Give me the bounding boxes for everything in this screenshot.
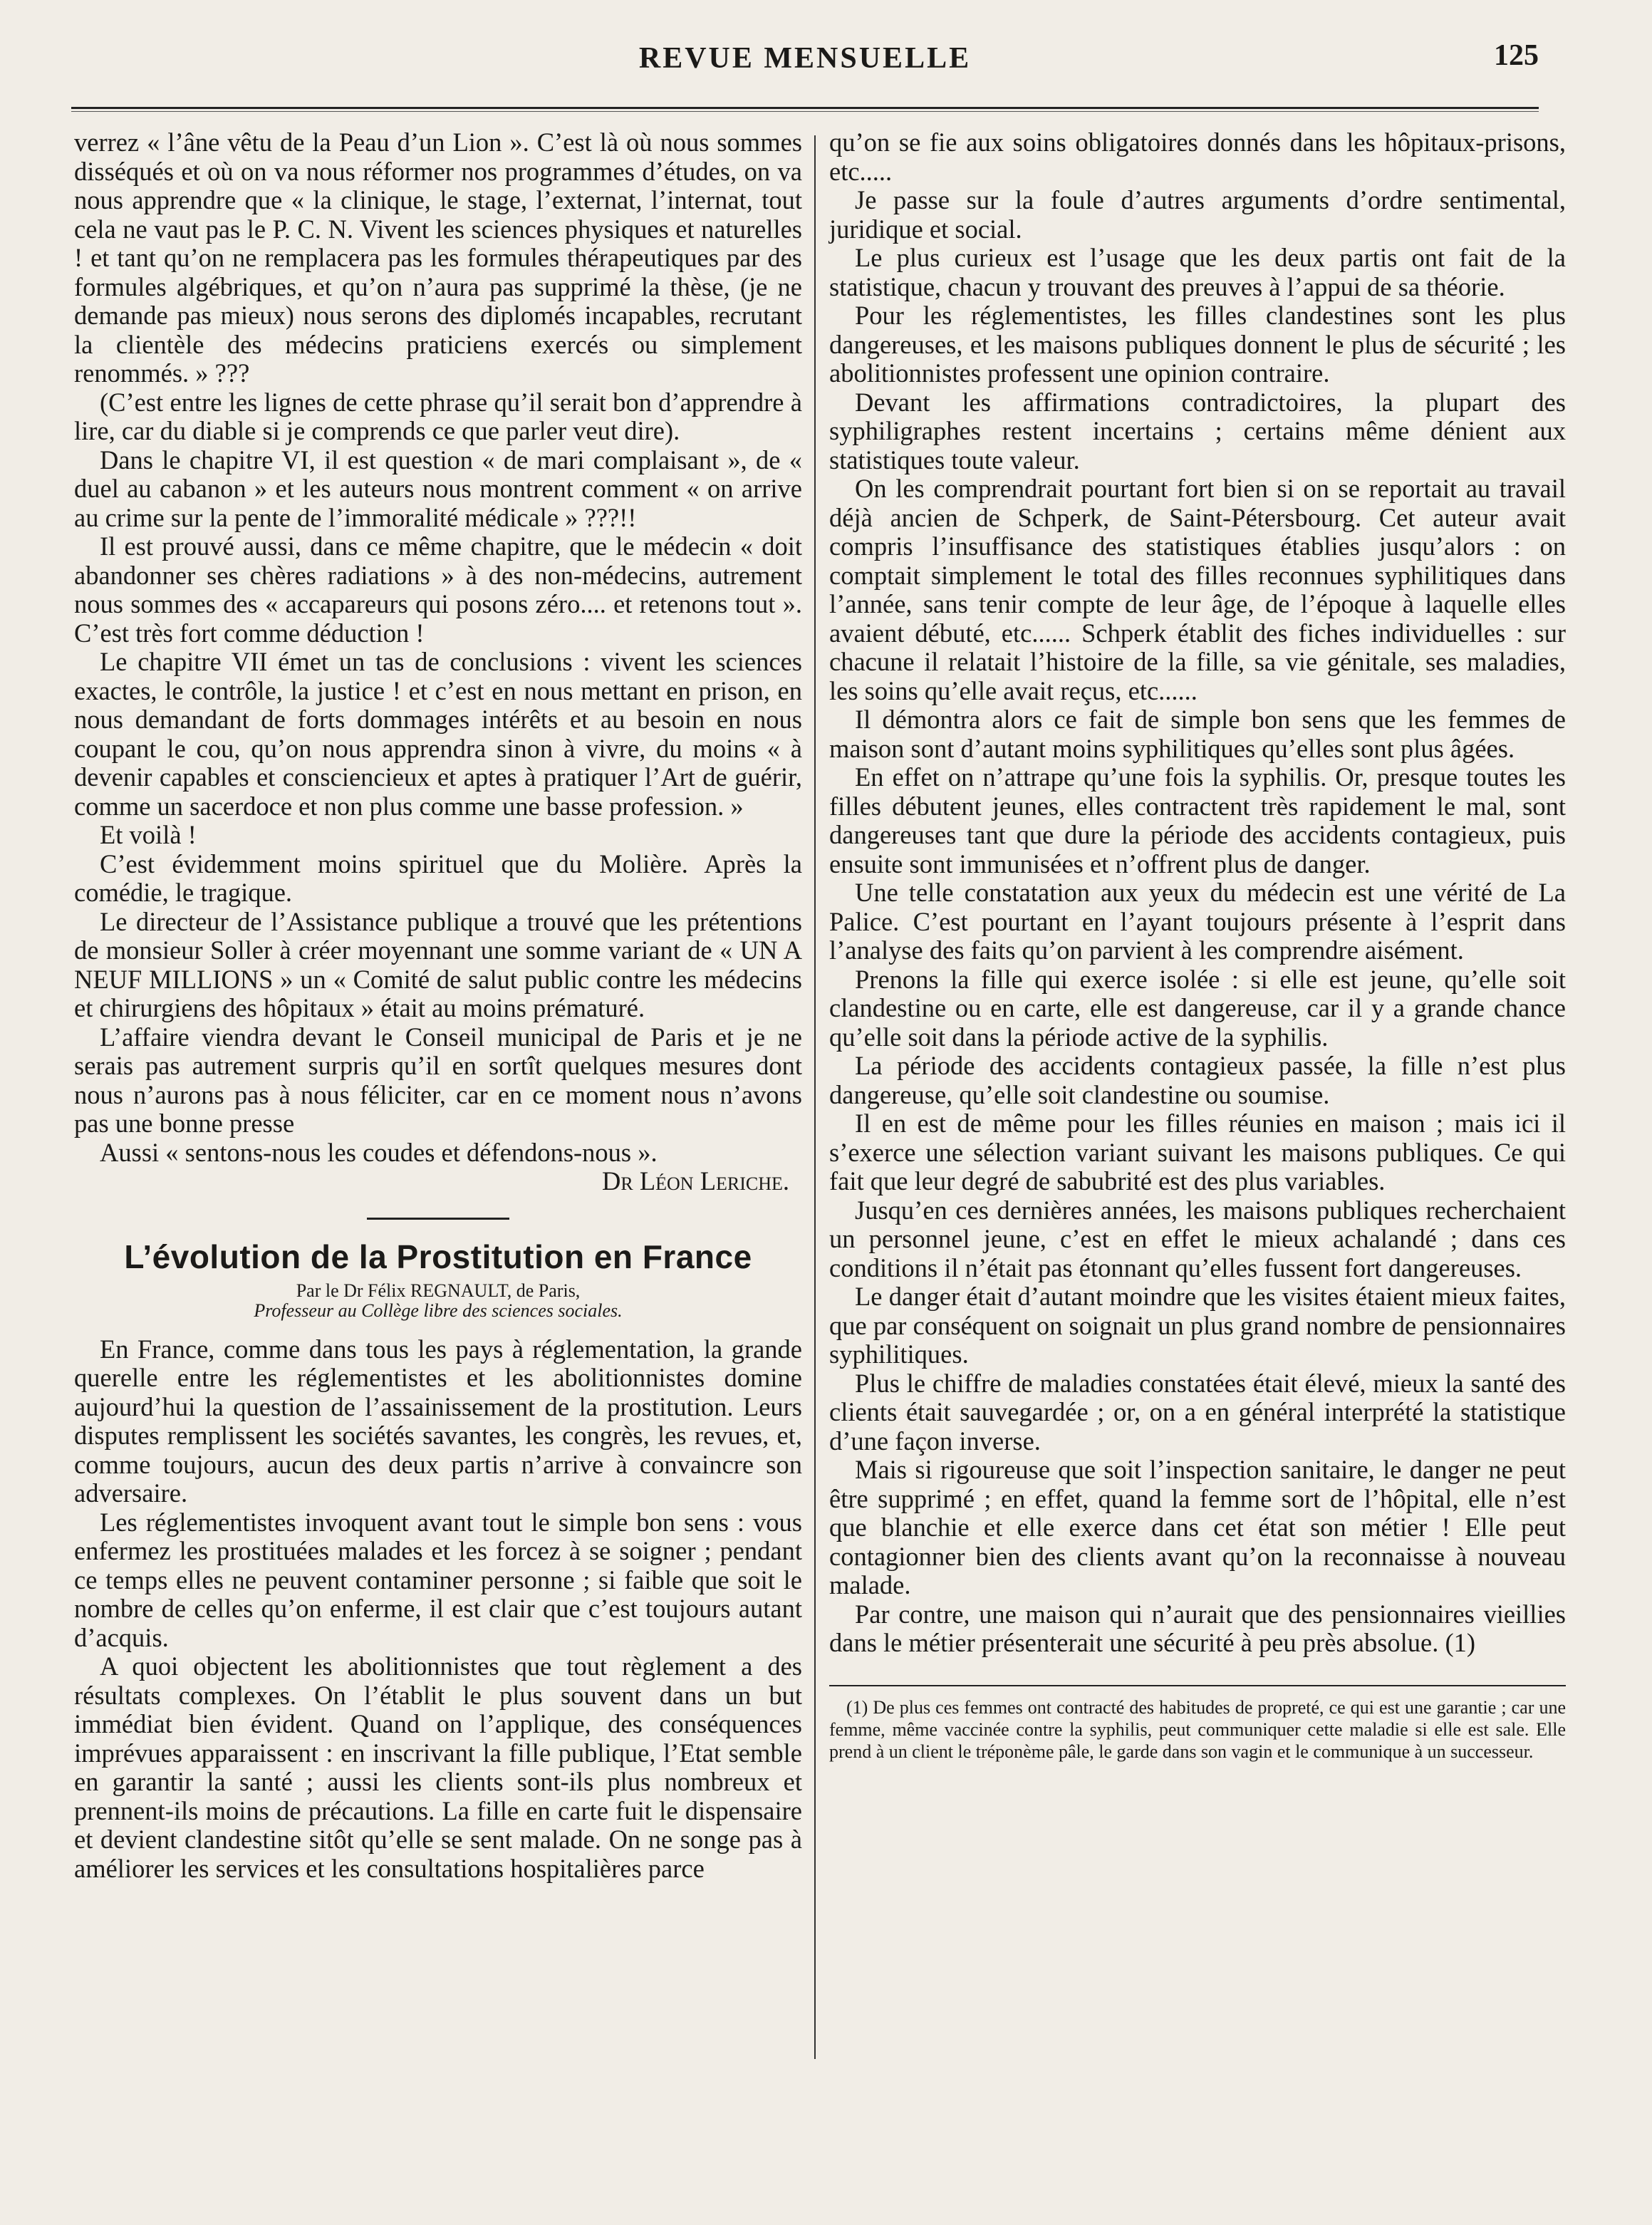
- paragraph: C’est évidemment moins spirituel que du Molière. Après la comédie, le tragique.: [74, 849, 802, 907]
- column-divider: [814, 135, 816, 2059]
- byline: [74, 1281, 802, 1321]
- paragraph: Il est prouvé aussi, dans ce même chapitre, que le médecin « doit abandonner ses chères radiations » à des non-médecins, autrement nous sommes des « accapareurs qui posons zéro.... et retenons tout ». C’est très fort comme déduction !: [74, 531, 802, 648]
- byline-author: Par le Dr Félix REGNAULT, de Paris,: [296, 1280, 581, 1301]
- left-column: [74, 128, 802, 1883]
- paragraph: Et voilà !: [100, 820, 197, 849]
- paragraph: En France, comme dans tous les pays à réglementation, la grande querelle entre les réglementistes et les abolitionnistes domine aujourd’hui la question de l’assainissement de la prostitution. Leurs disputes remplissent les sociétés savantes, les congrès, les revues, et, comme toujours, aucun des deux partis n’arrive à convaincre son adversaire.: [74, 1334, 802, 1508]
- header-rule: [71, 107, 1539, 112]
- paragraph: Plus le chiffre de maladies constatées était élevé, mieux la santé des clients était sauvegardée ; or, on a en général interprété la statistique d’une façon inverse.: [829, 1368, 1566, 1456]
- paragraph: Je passe sur la foule d’autres arguments d’ordre sentimental, juridique et social.: [829, 185, 1566, 244]
- paragraph: L’affaire viendra devant le Conseil municipal de Paris et je ne serais pas autrement surpris qu’il en sortît quelques mesures dont nous n’aurons pas à nous féliciter, car en ce moment nous n’avons pas une bonne presse: [74, 1022, 802, 1138]
- paragraph: Le danger était d’autant moindre que les visites étaient mieux faites, que par conséquent on soignait un plus grand nombre de pensionnaires syphilitiques.: [829, 1282, 1566, 1369]
- footnote-rule: [829, 1685, 1566, 1686]
- paragraph: On les comprendrait pourtant fort bien si on se reportait au travail déjà ancien de Schperk, de Saint-Pétersbourg. Cet auteur avait compris l’insuffisance des statistiques établies jusqu’alors : on comptait simplement le total des filles reconnues syphilitiques dans l’année, sans tenir compte de leur âge, de l’époque à laquelle elles avaient débuté, etc...... Schperk établit des fiches individuelles : sur chacune il relatait l’histoire de la fille, sa vie génitale, ses maladies, les soins qu’elle avait reçus, etc......: [829, 474, 1566, 705]
- paragraph: Par contre, une maison qui n’aurait que des pensionnaires vieillies dans le métier présenterait une sécurité à peu près absolue. (1): [829, 1599, 1566, 1657]
- paragraph: Mais si rigoureuse que soit l’inspection sanitaire, le danger ne peut être supprimé ; en effet, quand la femme sort de l’hôpital, elle n’est que blanchie et elle exerce dans cet état son métier ! Elle peut contagionner bien des clients avant qu’on la reconnaisse à nouveau malade.: [829, 1455, 1566, 1599]
- paragraph: En effet on n’attrape qu’une fois la syphilis. Or, presque toutes les filles débutent jeunes, elles contractent très rapidement le mal, sont dangereuses tant que dure la période des accidents contagieux, puis ensuite sont immunisées et n’offrent plus de danger.: [829, 762, 1566, 878]
- paragraph: Dans le chapitre VI, il est question « de mari complaisant », de « duel au cabanon » et les auteurs nous montrent comment « on arrive au crime sur la pente de l’immoralité médicale » ???!!: [74, 445, 802, 532]
- article-title: L’évolution de la Prostitution en France: [124, 1238, 752, 1275]
- author-signature: Dr Léon Leriche.: [602, 1166, 789, 1196]
- page-header: [71, 36, 1539, 85]
- right-column: [829, 128, 1566, 1763]
- paragraph: qu’on se fie aux soins obligatoires donnés dans les hôpitaux-prisons, etc.....: [829, 128, 1566, 186]
- paragraph: Les réglementistes invoquent avant tout le simple bon sens : vous enfermez les prostituées malades et les forcez à se soigner ; pendant ce temps elles ne peuvent contaminer personne ; si faible que soit le nombre de celles qu’on enferme, il est clair que c’est toujours autant d’acquis.: [74, 1507, 802, 1652]
- paragraph: verrez « l’âne vêtu de la Peau d’un Lion ». C’est là où nous sommes disséqués et où on va nous réformer nos programmes d’études, on va nous apprendre que « la clinique, le stage, l’externat, l’internat, tout cela ne vaut pas le P. C. N. Vivent les sciences physiques et naturelles ! et tant qu’on ne remplacera pas les formules thérapeutiques par des formules algébriques, et qu’on n’aura pas supprimé la thèse, (je ne demande pas mieux) nous serons des diplomés incapables, recrutant la clientèle des médecins praticiens exercés ou simplement renommés. » ???: [74, 128, 802, 388]
- footnote: [829, 1696, 1566, 1763]
- paragraph: Aussi « sentons-nous les coudes et défendons-nous ».: [100, 1137, 658, 1167]
- article-separator: [367, 1218, 509, 1220]
- paragraph: Le directeur de l’Assistance publique a trouvé que les prétentions de monsieur Soller à créer moyennant une somme variant de « UN A NEUF MILLIONS » un « Comité de salut public contre les médecins et chirurgiens des hôpitaux » était au moins prématuré.: [74, 906, 802, 1022]
- paragraph: Prenons la fille qui exerce isolée : si elle est jeune, qu’elle soit clandestine ou en carte, elle est dangereuse, car il y a grande chance qu’elle soit dans la période active de la syphilis.: [829, 964, 1566, 1052]
- paragraph: Il en est de même pour les filles réunies en maison ; mais ici il s’exerce une sélection variant suivant les maisons publiques. Ce qui fait que leur degré de sabubrité est des plus variables.: [829, 1109, 1566, 1196]
- paragraph: Devant les affirmations contradictoires, la plupart des syphiligraphes restent incertains ; certains même dénient aux statistiques toute valeur.: [829, 387, 1566, 474]
- paragraph: La période des accidents contagieux passée, la fille n’est plus dangereuse, qu’elle soit clandestine ou soumise.: [829, 1051, 1566, 1109]
- paragraph: Jusqu’en ces dernières années, les maisons publiques recherchaient un personnel jeune, c’est en effet le mieux achalandé ; dans ces conditions il n’était pas étonnant qu’elles fussent fort dangereuses.: [829, 1195, 1566, 1282]
- paragraph: Le plus curieux est l’usage que les deux partis ont fait de la statistique, chacun y trouvant des preuves à l’appui de sa théorie.: [829, 243, 1566, 301]
- paragraph: Il démontra alors ce fait de simple bon sens que les femmes de maison sont d’autant moins syphilitiques qu’elles sont plus âgées.: [829, 705, 1566, 763]
- paragraph: Le chapitre VII émet un tas de conclusions : vivent les sciences exactes, le contrôle, la justice ! et c’est en nous mettant en prison, en nous demandant de forts dommages intérêts et au besoin en nous coupant le cou, qu’on nous apprendra sinon à vivre, du moins « à devenir capables et consciencieux et aptes à pratiquer l’Art de guérir, comme un sacerdoce et non plus comme une basse profession. »: [74, 647, 802, 821]
- running-title: REVUE MENSUELLE: [638, 42, 972, 75]
- byline-affiliation: Professeur au Collège libre des sciences sociales.: [254, 1300, 623, 1321]
- paragraph: Pour les réglementistes, les filles clandestines sont les plus dangereuses, et les maisons publiques donnent le plus de sécurité ; les abolitionnistes professent une opinion contraire.: [829, 301, 1566, 388]
- paragraph: (C’est entre les lignes de cette phrase qu’il serait bon d’apprendre à lire, car du diable si je comprends ce que parler veut dire).: [74, 387, 802, 445]
- page-number: 125: [1494, 39, 1539, 72]
- footnote-text: (1) De plus ces femmes ont contracté des habitudes de propreté, ce qui est une garantie ; car une femme, même vaccinée contre la syphilis, peut communiquer cette maladie si elle est sale. Elle prend à un client le tréponème pâle, le garde dans son vagin et le communique à un successeur.: [829, 1696, 1566, 1762]
- paragraph: Une telle constatation aux yeux du médecin est une vérité de La Palice. C’est pourtant en l’ayant toujours présente à l’esprit dans l’analyse des faits qu’on parvient à les comprendre aisément.: [829, 878, 1566, 965]
- paragraph: A quoi objectent les abolitionnistes que tout règlement a des résultats complexes. On l’établit le plus souvent dans un but immédiat bien évident. Quand on l’applique, des conséquences imprévues apparaissent : en inscrivant la fille publique, l’Etat semble en garantir la santé ; aussi les clients sont-ils plus nombreux et prennent-ils moins de précautions. La fille en carte fuit le dispensaire et devient clandestine sitôt qu’elle se sent malade. On ne songe pas à améliorer les services et les consultations hospitalières parce: [74, 1651, 802, 1883]
